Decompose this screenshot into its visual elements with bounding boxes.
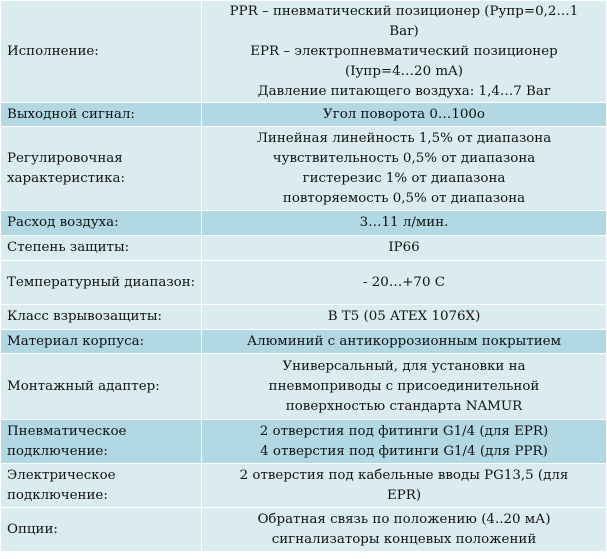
value-line: сигнализаторы концевых положений: [271, 531, 537, 547]
row-value-explosion-class: [202, 305, 607, 330]
value-line: 4 отверстия под фитинги G1/4 (для PPR): [260, 443, 548, 459]
value-line: IP66: [388, 240, 420, 255]
row-label-control-characteristic: Регулировочная характеристика:: [1, 127, 202, 211]
value-line: Универсальный, для установки на: [282, 358, 526, 374]
row-label-output-signal: Выходной сигнал:: [1, 103, 202, 127]
table-row: [1, 1, 607, 103]
value-line: гистерезис 1% от диапазона: [302, 170, 506, 186]
value-line: 2 отверстия под кабельные вводы PG13,5 (для: [239, 467, 569, 483]
table-row: [1, 103, 607, 127]
row-label-electrical-connection: Электрическое подключение:: [1, 464, 202, 508]
value-line: В Т5 (05 ATEX 1076X): [327, 309, 481, 324]
value-line: PPR – пневматический позиционер (Рупр=0,2…1: [229, 3, 579, 19]
table-row: [1, 261, 607, 305]
value-line: Линейная линейность 1,5% от диапазона: [256, 130, 552, 146]
row-label-execution: Исполнение:: [1, 1, 202, 103]
table-row: [1, 330, 607, 354]
table-row: [1, 305, 607, 330]
row-value-output-signal: [202, 103, 607, 127]
value-line: повторяемость 0,5% от диапазона: [282, 190, 526, 206]
row-label-explosion-class: Класс взрывозащиты:: [1, 305, 202, 330]
table-row: [1, 420, 607, 464]
value-line: EPR): [386, 487, 422, 503]
value-line: 2 отверстия под фитинги G1/4 (для EPR): [259, 423, 549, 439]
row-value-housing-material: [202, 330, 607, 354]
table-row: [1, 464, 607, 508]
row-value-protection-degree: [202, 236, 607, 261]
value-line: - 20…+70 С: [363, 274, 445, 290]
row-label-housing-material: Материал корпуса:: [1, 330, 202, 354]
row-label-temperature-range: Температурный диапазон:: [1, 261, 202, 305]
row-label-options: Опции:: [1, 508, 202, 552]
row-label-air-flow: Расход воздуха:: [1, 211, 202, 236]
value-line: поверхностью стандарта NAMUR: [285, 398, 523, 414]
table-row: [1, 127, 607, 211]
value-line: Bar): [389, 23, 419, 39]
table-row: [1, 211, 607, 236]
table-row: [1, 508, 607, 552]
value-line: Давление питающего воздуха: 1,4…7 Bar: [257, 83, 551, 99]
row-value-electrical-connection: [202, 464, 607, 508]
row-value-execution: [202, 1, 607, 103]
row-label-protection-degree: Степень защиты:: [1, 236, 202, 261]
row-value-mounting-adapter: [202, 354, 607, 420]
table-row: [1, 354, 607, 420]
row-label-pneumatic-connection: Пневматическое подключение:: [1, 420, 202, 464]
value-line: Угол поворота 0…100о: [323, 106, 485, 122]
row-value-control-characteristic: [202, 127, 607, 211]
value-line: (Iупр=4…20 mA): [345, 63, 463, 79]
row-value-temperature-range: [202, 261, 607, 305]
row-value-air-flow: [202, 211, 607, 236]
value-line: 3…11 л/мин.: [359, 215, 449, 230]
value-line: EPR – электропневматический позиционер: [250, 43, 558, 59]
row-value-pneumatic-connection: [202, 420, 607, 464]
value-line: Алюминий с антикоррозионным покрытием: [246, 333, 562, 349]
row-value-options: [202, 508, 607, 552]
row-label-mounting-adapter: Монтажный адаптер:: [1, 354, 202, 420]
table-row: [1, 236, 607, 261]
value-line: пневмоприводы с присоединительной: [268, 378, 540, 394]
value-line: Обратная связь по положению (4..20 мА): [257, 511, 551, 527]
value-line: чувствительность 0,5% от диапазона: [272, 150, 536, 166]
